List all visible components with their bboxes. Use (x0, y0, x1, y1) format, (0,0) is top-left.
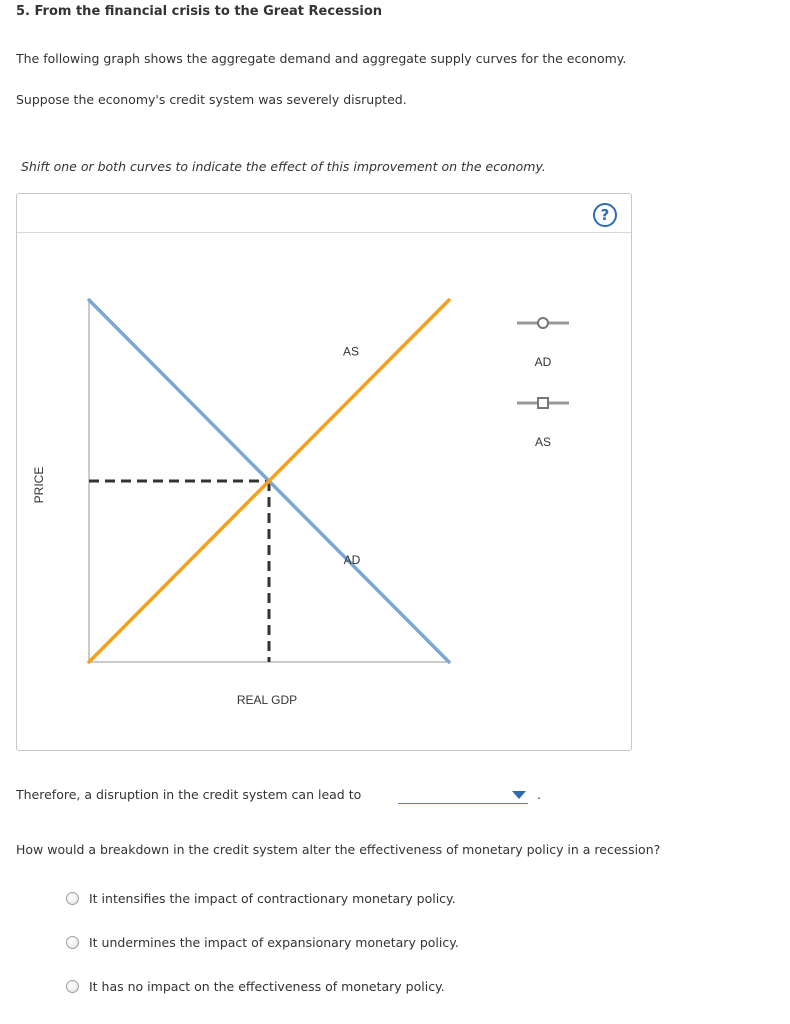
radio-button[interactable] (66, 980, 79, 993)
option-undermines[interactable] (66, 933, 459, 951)
option-no-impact[interactable] (66, 977, 445, 995)
scenario-text: Suppose the economy's credit system was severely disrupted. (16, 92, 407, 107)
curve-label-as: AS (342, 344, 360, 359)
ad-as-chart (17, 194, 631, 750)
instruction-text: Shift one or both curves to indicate the effect of this improvement on the economy. (21, 159, 546, 174)
help-icon[interactable]: ? (593, 203, 617, 227)
palette-label-as: AS (534, 435, 552, 449)
option-intensifies[interactable] (66, 889, 456, 907)
x-axis-label: REAL GDP (236, 693, 298, 707)
answer-dropdown[interactable] (398, 786, 528, 804)
option-label: It intensifies the impact of contractionary monetary policy. (89, 890, 456, 906)
radio-button[interactable] (66, 936, 79, 949)
curve-label-ad: AD (343, 552, 361, 567)
answer-prefix: Therefore, a disruption in the credit system can lead to (16, 787, 362, 802)
palette-circle-icon (538, 318, 548, 328)
chevron-down-icon (512, 791, 526, 799)
question-title: 5. From the financial crisis to the Great Recession (16, 4, 383, 19)
intro-text: The following graph shows the aggregate demand and aggregate supply curves for the economy. (16, 51, 627, 66)
palette-label-ad: AD (534, 355, 552, 369)
y-axis-label: PRICE (32, 466, 46, 504)
graph-panel (16, 193, 632, 751)
answer-suffix: . (537, 787, 541, 802)
question2-prompt: How would a breakdown in the credit system alter the effectiveness of monetary policy in a recession? (16, 842, 661, 857)
radio-button[interactable] (66, 892, 79, 905)
palette-square-icon (538, 398, 548, 408)
option-label: It has no impact on the effectiveness of monetary policy. (89, 978, 445, 994)
option-label: It undermines the impact of expansionary monetary policy. (89, 934, 459, 950)
